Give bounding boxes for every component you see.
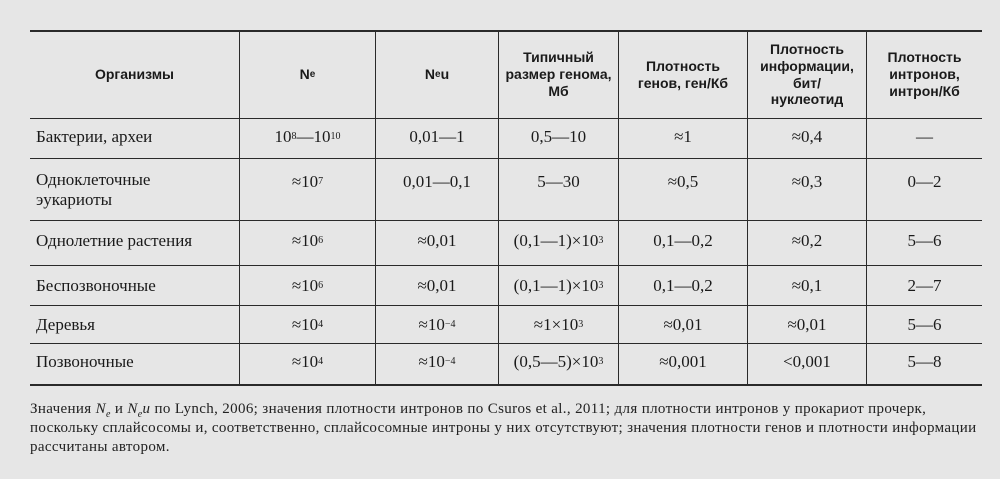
- row-ne-base: ≈10: [291, 352, 319, 372]
- row-genome-base: (0,5—5)×10: [513, 352, 599, 372]
- footnote-ne-sub: e: [106, 409, 111, 420]
- row-genome: (0,5—5)×10 3: [513, 352, 604, 372]
- row-ne: ≈10 4: [291, 352, 324, 372]
- row-neu-base: ≈10: [418, 314, 445, 334]
- header-info-density: Плотность информации, бит/ нуклеотид: [760, 40, 854, 108]
- footnote-part: Значения: [30, 401, 96, 417]
- header-neu-base: N: [424, 66, 435, 83]
- row-ne: ≈10 6: [291, 275, 324, 295]
- row-intron-density: 5—6: [907, 314, 942, 334]
- header-organisms: Организмы: [94, 66, 175, 83]
- header-ne: N e: [299, 66, 316, 83]
- row-info-density: ≈0,1: [791, 275, 823, 295]
- row-neu: ≈10 −4: [418, 352, 456, 372]
- row-neu: ≈10 −4: [418, 314, 456, 334]
- row-genome-base: (0,1—1)×10: [513, 275, 599, 295]
- row-ne: ≈10 4: [291, 314, 324, 334]
- header-intron-density: Плотность интронов, интрон/Кб: [887, 49, 962, 99]
- row-ne-base: ≈10: [291, 314, 319, 334]
- footnote-part: по Lynch, 2006; значения плотности интронов по Csuros et al., 2011; для плотности интронов у прокариот прочерк, поскольку сплайсосомы и, соответственно, сплайсосомные интроны у них отсутствуют; значения плотности генов и плотности информации рассчитаны автором.: [30, 401, 977, 455]
- row-info-density: ≈0,2: [791, 231, 823, 251]
- header-neu: N e u: [424, 66, 450, 83]
- row-neu: 0,01—1: [409, 126, 465, 146]
- row-info-density: <0,001: [783, 352, 831, 372]
- row-info-density: ≈0,3: [791, 172, 823, 192]
- row-organism: Позвоночные: [36, 352, 134, 372]
- table-footnote: [30, 400, 985, 457]
- footnote-neu-base: N: [127, 401, 138, 417]
- footnote-ne-base: N: [95, 401, 107, 417]
- row-info-density: ≈0,01: [787, 314, 827, 334]
- row-intron-density: —: [916, 126, 933, 146]
- row-gene-density: ≈1: [674, 126, 692, 146]
- row-gene-density: ≈0,5: [667, 172, 699, 192]
- row-genome: (0,1—1)×10 3: [513, 231, 604, 251]
- row-genome: [499, 159, 618, 205]
- row-organism: Беспозвоночные: [36, 275, 156, 295]
- row-intron-density: 0—2: [907, 172, 942, 192]
- row-intron-density: 5—8: [907, 352, 942, 372]
- row-ne: 10 8 —10 10: [274, 126, 341, 146]
- header-ne-base: N: [299, 66, 310, 83]
- header-neu-tail: u: [440, 66, 450, 83]
- row-ne: ≈10 7: [291, 172, 324, 192]
- row-gene-density: 0,1—0,2: [653, 231, 713, 251]
- row-ne: ≈10 6: [291, 231, 324, 251]
- row-ne-mid: —10: [296, 126, 331, 146]
- row-info-density: ≈0,4: [791, 126, 823, 146]
- row-organism: Деревья: [36, 314, 95, 334]
- row-organism: Бактерии, археи: [36, 126, 153, 146]
- row-ne-base: ≈10: [291, 231, 319, 251]
- row-gene-density: ≈0,001: [659, 352, 707, 372]
- row-neu: 0,01—0,1: [403, 172, 471, 192]
- row-gene-density: 0,1—0,2: [653, 275, 713, 295]
- row-organism: Однолетние растения: [36, 231, 193, 251]
- footnote-part: и: [110, 401, 128, 417]
- row-genome: [499, 119, 618, 154]
- row-neu: ≈0,01: [417, 275, 457, 295]
- row-gene-density: ≈0,01: [663, 314, 703, 334]
- row-genome-base: (0,1—1)×10: [513, 231, 599, 251]
- row-genome: (0,1—1)×10 3: [513, 275, 604, 295]
- footnote-neu-tail: u: [142, 401, 151, 417]
- row-intron-density: 5—6: [907, 231, 942, 251]
- row-genome: ≈1×10 3: [533, 314, 584, 334]
- header-gene-density: Плотность генов, ген/Кб: [637, 57, 729, 91]
- row-genome-base: 0,5—10: [530, 126, 587, 146]
- row-ne-base: ≈10: [291, 172, 319, 192]
- footnote-neu-sub: e: [137, 409, 143, 420]
- row-neu: ≈0,01: [417, 231, 457, 251]
- row-neu-base: ≈10: [418, 352, 445, 372]
- row-ne-base: ≈10: [291, 275, 319, 295]
- row-genome-base: ≈1×10: [533, 314, 579, 334]
- table-bottom-rule: [30, 384, 982, 386]
- row-ne-base: 10: [274, 126, 292, 146]
- row-organism: Одноклеточные эукариоты: [36, 169, 151, 209]
- row-genome-base: 5—30: [537, 172, 580, 192]
- header-genome-size: Типичный размер генома, Мб: [505, 49, 612, 99]
- row-intron-density: 2—7: [907, 275, 942, 295]
